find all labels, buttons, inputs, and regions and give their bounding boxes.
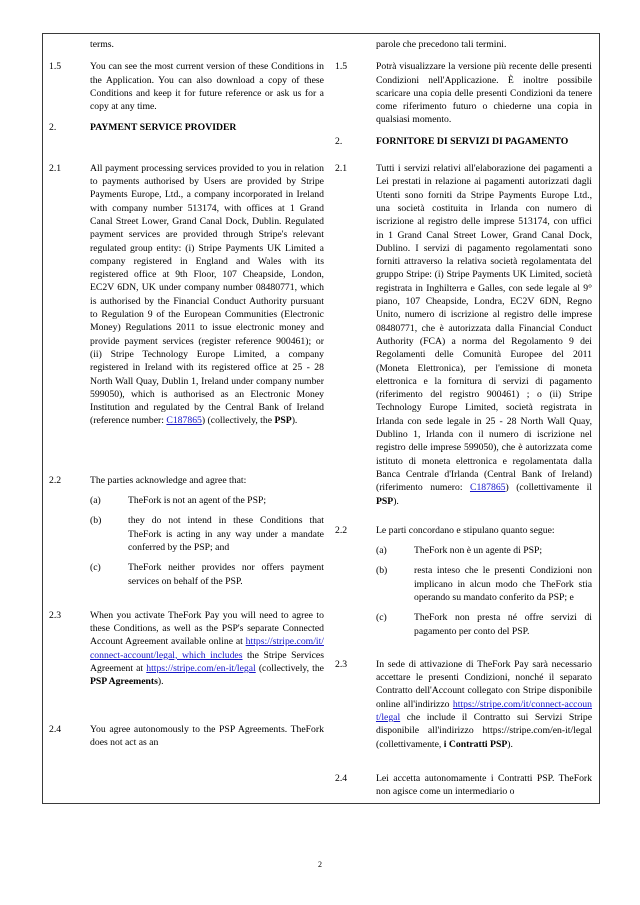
clause-text (90, 609, 324, 689)
clause-2-2-sublist-en (90, 494, 324, 588)
clause-number: 2.1 (49, 162, 62, 174)
stripe-services-agreement-link[interactable]: https://stripe.com/en-it/legal (146, 662, 256, 674)
list-item-marker: (a) (375, 545, 387, 557)
clause-text: You agree autonomously to the PSP Agreements. TheFork does not act as an (90, 723, 324, 748)
clause-text-part3: (collectively, the (255, 662, 324, 674)
clause-text-part1: In sede di attivazione di TheFork Pay sarà necessario accettare le presenti Condizioni, nonché il separato Contratto dell'Account collegato con Stripe disponibile online all'indirizzo (375, 658, 592, 710)
clause-number: 2.2 (334, 524, 348, 536)
clause-text-part1: When you activate TheFork Pay you will need to agree to these Conditions, as well as the PSP's separate Connected Account Agreement available online at (90, 609, 324, 648)
clause-1-4-tail-en: terms. (90, 39, 114, 50)
clause-text: Lei accetta autonomamente i Contratti PSP. TheFork non agisce come un intermediario o (375, 772, 592, 798)
table-row (43, 34, 599, 803)
clause-text: Le parti concordano e stipulano quanto segue: (375, 524, 555, 536)
clause-number: 2.3 (334, 658, 348, 670)
clause-text: The parties acknowledge and agree that: (90, 474, 247, 486)
bilingual-terms-table (42, 33, 600, 804)
clause-2-4-en (49, 723, 324, 750)
clause-text: Potrà visualizzare la versione più recente delle presenti Condizioni nell'Applicazione. È inoltre possibile scaricare una copia delle presenti Condizioni da tenere come riferimento futuro o chiederne una copia in qualsiasi momento. (375, 61, 592, 126)
list-item (90, 561, 324, 588)
list-item (376, 611, 592, 638)
clause-1-5-it (335, 60, 592, 126)
list-item-marker: (c) (90, 562, 101, 574)
clause-1-4-tail-it: parole che precedono tali termini. (375, 39, 507, 50)
clause-text-part1: All payment processing services provided to you in relation to payments authorised by Users are provided by Stripe Payments Europe, Ltd., a company incorporated in Ireland with company number 513174, with offices at 1 Grand Canal Street Lower, Grand Canal Dock, Dublin. Regulated payment services are provided through Stripe's relevant regulated group entity: (i) Stripe Payments UK Limited a company registered in England and Wales with its registered office at 9th Floor, 107 Cheapside, London, EC2V 6DN, UK under company number 08480771, which is authorised by the Financial Conduct Authority pursuant to Regulation 9 of the European Communities (Electronic Money) Regulations 2011 to issue electronic money and provide payment services (register reference 900461); or (ii) Stripe Technology Europe Limited, a company registered in Ireland with its registered office at 25 - 28 North Wall Quay, Dublin 1, Ireland under company number 599050), which is authorised as an Electronic Money Institution and regulated by the Central Bank of Ireland (reference number: (90, 162, 324, 427)
clause-text-part1: Tutti i servizi relativi all'elaborazione dei pagamenti a Lei prestati in relazione ai pagamenti autorizzati dagli Utenti sono forniti da Stripe Payments Europe Ltd., una società costituita in Irlanda con numero di iscrizione al registro delle imprese 513174, con uffici in 1 Grand Canal Street Lower, Grand Canal Dock, Dublino. I servizi di pagamento regolamentati sono forniti attraverso la relativa società regolamentata del gruppo Stripe: (i) Stripe Payments UK Limited, società registrata in Inghilterra e Galles, con sede legale al 9° piano, 107 Cheapside, Londra, EC2V 6DN, Regno Unito, numero di iscrizione al registro delle imprese 08480771, che è autorizzata dalla Financial Conduct Authority (FCA) a norma del Regolamento 9 dei Regolamenti delle Comunità Europee del 2011 (Moneta Elettronica), per l'emissione di moneta elettronica e la fornitura di servizi di pagamento (riferimento del registro 900461) ; o (ii) Stripe Technology Europe Limited, società registrata in Irlanda con sede legale in 25 - 28 North Wall Quay, Dublino 1, Irlanda con il numero di iscrizione nel registro delle imprese 599050), che è autorizzata come istituto di moneta elettronica e regolamentata dalla Banca Centrale d'Irlanda (Central Bank of Ireland) (riferimento numero: (375, 163, 592, 494)
clause-text-part2: che include il Contratto sui Servizi Stripe disponibile all'indirizzo (375, 712, 592, 737)
italian-column (332, 34, 599, 803)
heading-spacer (49, 143, 324, 162)
clause-number: 2.2 (49, 474, 62, 486)
list-item-text: TheFork non è un agente di PSP; (413, 545, 543, 557)
clause-2-2-en (49, 474, 324, 487)
clause-text (376, 658, 592, 751)
psp-agreements-defined-term: i Contratti PSP (443, 738, 508, 750)
connect-account-legal-link[interactable]: https://stripe.com/it/connect-account/legal, which includes (90, 636, 324, 661)
connect-account-legal-link[interactable]: https://stripe.com/it/connect-account/legal (375, 698, 592, 724)
clause-2-3-it (335, 658, 592, 751)
list-item-marker: (b) (375, 565, 388, 577)
clause-number: 1.5 (49, 61, 62, 73)
heading-text: FORNITORE DI SERVIZI DI PAGAMENTO (375, 135, 569, 147)
clause-number: 2.3 (49, 609, 62, 621)
stripe-services-agreement-url: https://stripe.com/en-it/legal (482, 725, 592, 737)
clause-text-part2: the Stripe Services Agreement at (90, 649, 324, 674)
list-item (90, 494, 324, 507)
list-item (376, 564, 592, 604)
psp-defined-term: PSP (274, 415, 292, 427)
list-item-text: resta inteso che le presenti Condizioni non implicano in alcun modo che TheFork stia operando su mandato conferito da PSP; e (413, 565, 592, 603)
clause-2-3-spacer (335, 759, 592, 772)
list-item-marker: (a) (90, 495, 101, 507)
list-item-text: TheFork non presta né offre servizi di pagamento per conto del PSP. (413, 612, 592, 637)
clause-number: 2.1 (334, 163, 348, 175)
clause-text (376, 162, 592, 508)
page-number: 2 (318, 860, 322, 869)
clause-1-5-en (49, 60, 324, 113)
clause-text-part2: ) (collectively, the (201, 415, 275, 427)
psp-reference-link[interactable]: C187865 (469, 482, 506, 494)
clause-text (90, 162, 324, 428)
clause-text-part3: ). (291, 415, 298, 427)
clause-2-2-spacer (49, 588, 324, 609)
heading-number: 2. (334, 135, 343, 147)
list-item-text: TheFork neither provides nor offers payment services on behalf of the PSP. (128, 562, 324, 587)
clause-text-part3: (collettivamente, (375, 738, 444, 750)
clause-text-part2: ) (collettivamente il (505, 482, 592, 494)
list-item-marker: (c) (375, 612, 387, 624)
psp-defined-term: PSP (375, 495, 394, 507)
clause-number: 2.4 (334, 772, 348, 784)
clause-2-2-it (335, 524, 592, 537)
clause-2-4-it (335, 772, 592, 799)
list-item (90, 514, 324, 554)
psp-reference-link[interactable]: C187865 (166, 415, 202, 427)
clause-2-2-sublist-it (376, 544, 592, 638)
clause-2-1-it (335, 162, 592, 508)
heading-2-en (49, 121, 324, 134)
clause-2-1-spacer (49, 436, 324, 474)
clause-number: 2.4 (49, 723, 62, 735)
clause-text: You can see the most current version of these Conditions in the Application. You can also download a copy of these Conditions and keep it for future reference or ask us for a copy at any time. (90, 61, 324, 113)
clause-2-3-en (49, 609, 324, 689)
clause-text-part4: ). (507, 738, 513, 750)
list-item-text: TheFork is not an agent of the PSP; (128, 495, 267, 507)
clause-2-1-en (49, 162, 324, 428)
heading-text: PAYMENT SERVICE PROVIDER (90, 122, 237, 134)
psp-agreements-defined-term: PSP Agreements (90, 676, 158, 688)
list-item (376, 544, 592, 557)
heading-2-it (335, 135, 592, 148)
english-column (43, 34, 332, 753)
clause-number: 1.5 (334, 61, 348, 73)
clause-text-part4: ). (157, 676, 164, 688)
clause-2-1-spacer (335, 516, 592, 524)
clause-text-part3: ). (393, 495, 399, 507)
list-item-marker: (b) (90, 515, 102, 527)
clause-2-3-spacer (49, 697, 324, 723)
clause-2-2-spacer (335, 638, 592, 658)
list-item-text: they do not intend in these Conditions that TheFork is acting in any way under a mandate conferred by the PSP; and (128, 515, 324, 553)
heading-number: 2. (49, 122, 57, 134)
